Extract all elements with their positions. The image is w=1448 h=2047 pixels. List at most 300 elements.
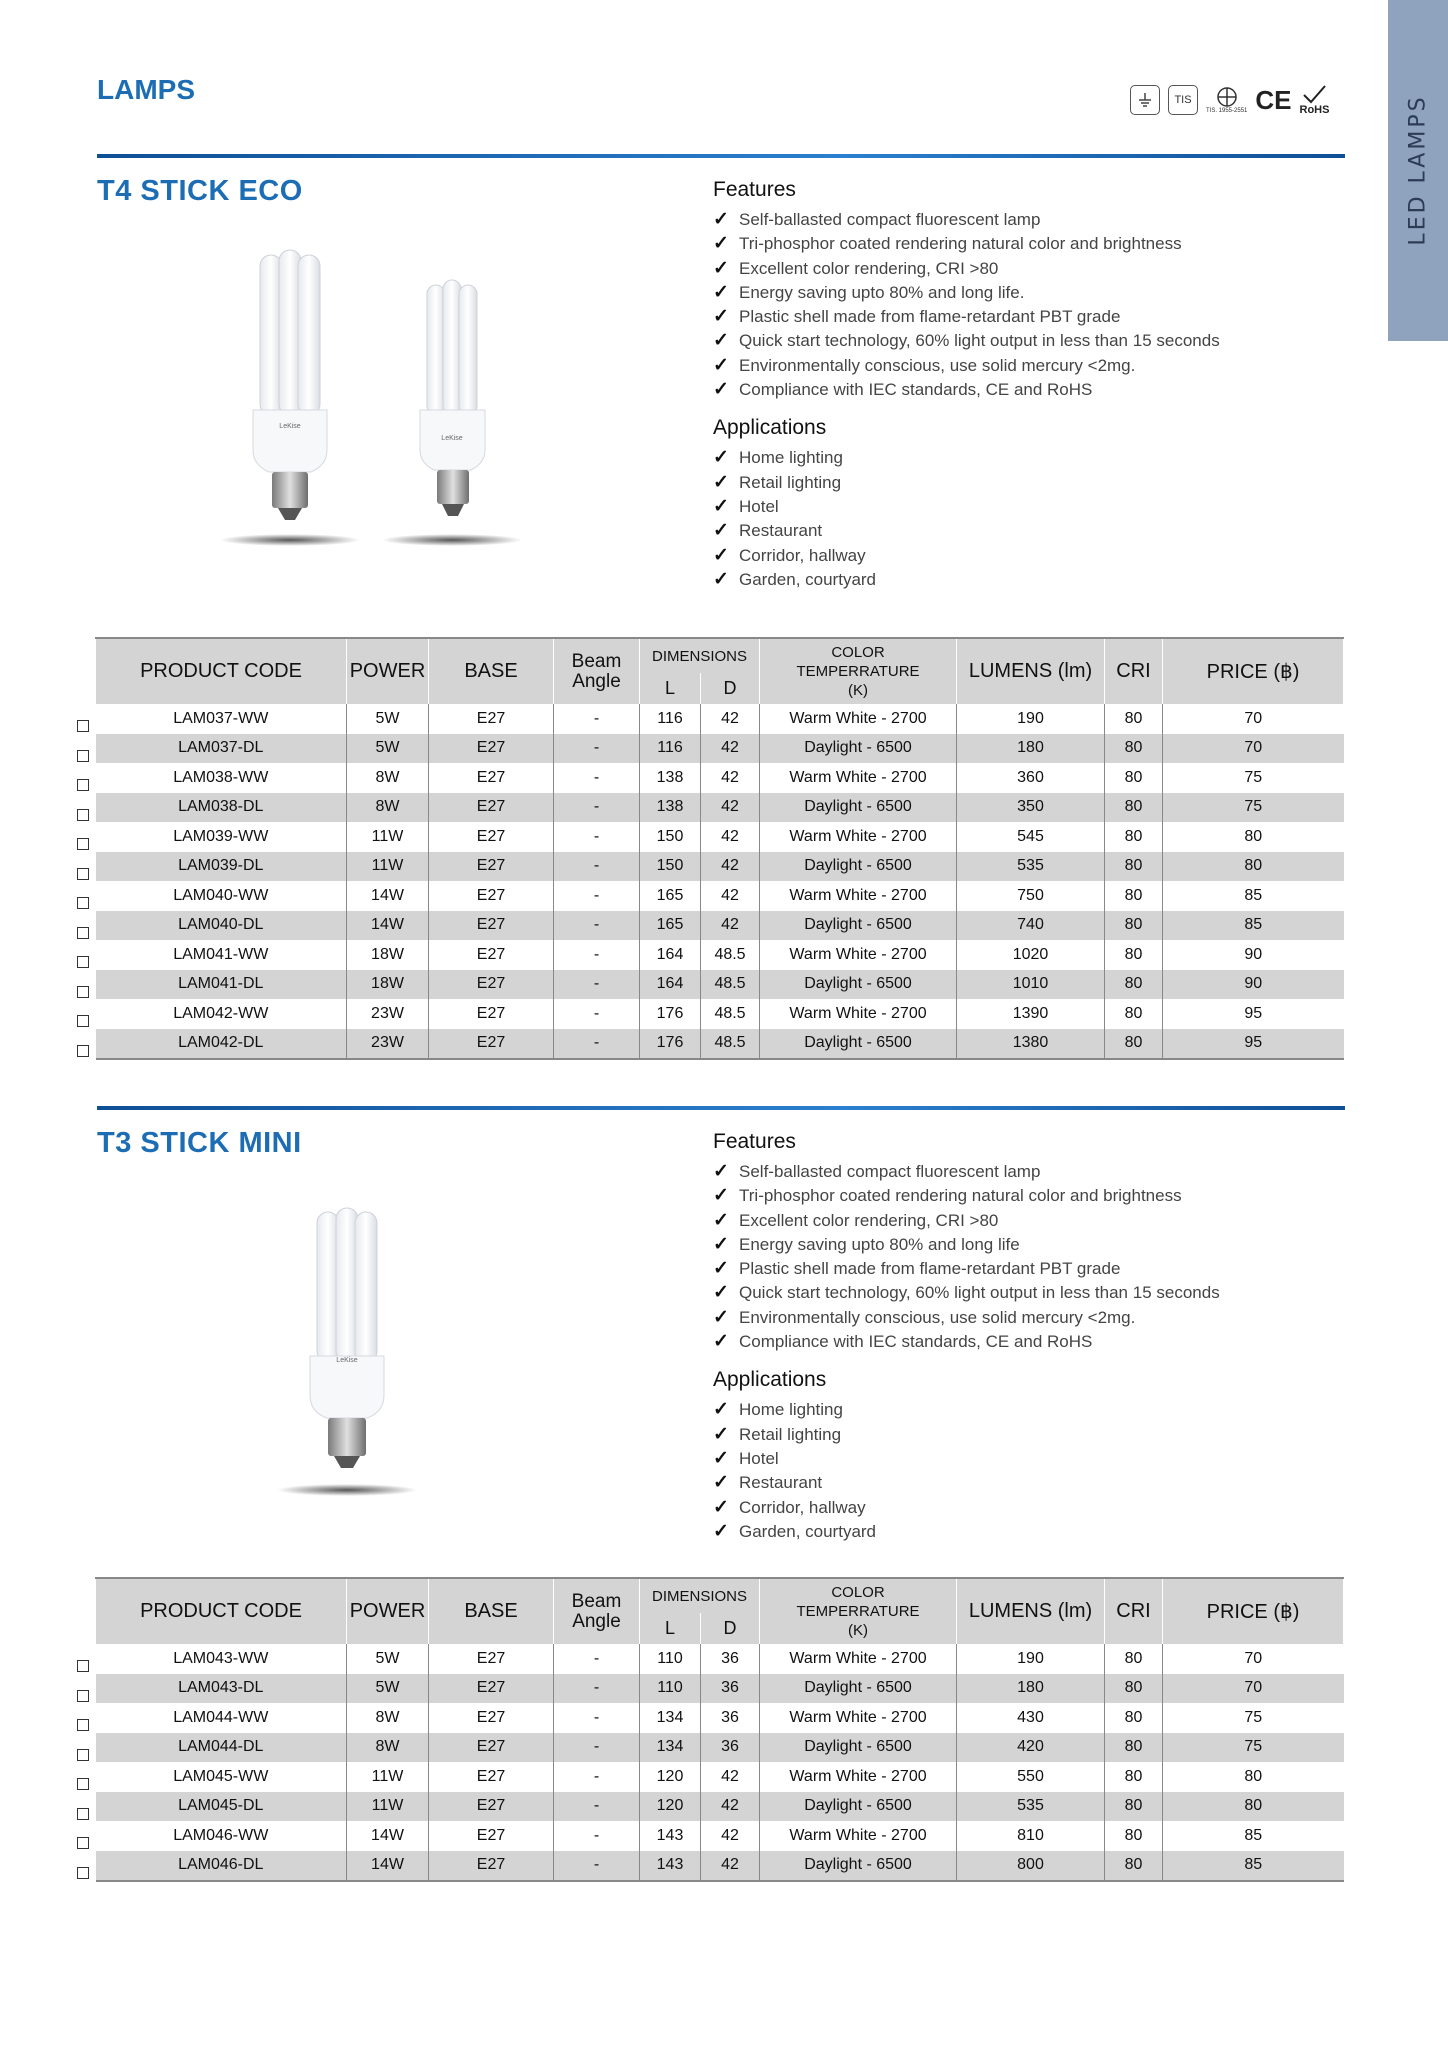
- cell-cri: 80: [1105, 763, 1163, 793]
- col-base: BASE: [429, 638, 554, 704]
- feature-text: Quick start technology, 60% light output in less than 15 seconds: [739, 331, 1220, 351]
- cell-base: E27: [429, 1029, 554, 1060]
- cell-cri: 80: [1105, 1762, 1163, 1792]
- row-checkbox[interactable]: [77, 720, 89, 732]
- application-item: [713, 1520, 1273, 1544]
- cell-base: E27: [429, 1821, 554, 1851]
- feature-text: Plastic shell made from flame-retardant PBT grade: [739, 1259, 1121, 1279]
- table-row: [96, 822, 1344, 852]
- application-text: Restaurant: [739, 1473, 823, 1493]
- cell-price: 75: [1163, 763, 1344, 793]
- table-row: [96, 970, 1344, 1000]
- cell-base: E27: [429, 1851, 554, 1882]
- col-dimensions: DIMENSIONS: [640, 1578, 760, 1613]
- cell-price: 80: [1163, 1792, 1344, 1822]
- cell-power: 8W: [347, 1733, 429, 1763]
- cell-product-code: LAM042-DL: [96, 1029, 347, 1060]
- application-item: [713, 1398, 1273, 1422]
- row-checkbox[interactable]: [77, 1808, 89, 1820]
- table-row: [96, 1733, 1344, 1763]
- row-checkbox[interactable]: [77, 1660, 89, 1672]
- color-line-3: (K): [848, 682, 869, 699]
- feature-text: Tri-phosphor coated rendering natural color and brightness: [739, 234, 1182, 254]
- cell-power: 14W: [347, 911, 429, 941]
- cell-beam-angle: -: [554, 1644, 640, 1674]
- feature-item: [713, 354, 1273, 378]
- cell-power: 14W: [347, 1821, 429, 1851]
- cell-base: E27: [429, 911, 554, 941]
- cell-length: 134: [640, 1703, 701, 1733]
- cell-color-temperature: Warm White - 2700: [760, 881, 957, 911]
- row-checkbox[interactable]: [77, 1719, 89, 1731]
- cell-cri: 80: [1105, 1029, 1163, 1060]
- cell-cri: 80: [1105, 1703, 1163, 1733]
- cell-lumens: 1390: [957, 999, 1105, 1029]
- cell-cri: 80: [1105, 734, 1163, 764]
- cell-base: E27: [429, 1644, 554, 1674]
- checkmark-icon: ✓: [713, 447, 729, 469]
- row-checkbox[interactable]: [77, 1045, 89, 1057]
- cell-color-temperature: Daylight - 6500: [760, 1733, 957, 1763]
- cell-length: 165: [640, 911, 701, 941]
- cell-diameter: 42: [701, 822, 760, 852]
- row-checkbox[interactable]: [77, 1867, 89, 1879]
- feature-item: [713, 1233, 1273, 1257]
- checkmark-icon: ✓: [713, 520, 729, 542]
- cell-color-temperature: Daylight - 6500: [760, 1851, 957, 1882]
- cell-beam-angle: -: [554, 1703, 640, 1733]
- cell-cri: 80: [1105, 852, 1163, 882]
- cell-power: 5W: [347, 1644, 429, 1674]
- lamp-brand-label: LeKise: [279, 423, 301, 430]
- cell-diameter: 42: [701, 793, 760, 823]
- checkmark-icon: ✓: [713, 330, 729, 352]
- row-checkbox[interactable]: [77, 1690, 89, 1702]
- checkmark-icon: ✓: [713, 1161, 729, 1182]
- cell-price: 70: [1163, 734, 1344, 764]
- cell-diameter: 48.5: [701, 970, 760, 1000]
- cell-power: 11W: [347, 1792, 429, 1822]
- cell-power: 8W: [347, 763, 429, 793]
- application-text: Hotel: [739, 1448, 779, 1468]
- row-checkbox[interactable]: [77, 838, 89, 850]
- checkmark-icon: ✓: [713, 495, 729, 517]
- cell-diameter: 48.5: [701, 999, 760, 1029]
- col-color-temp: [760, 638, 957, 704]
- col-lumens: LUMENS (lm): [957, 638, 1105, 704]
- checkmark-icon: ✓: [713, 281, 729, 303]
- col-product-code: PRODUCT CODE: [96, 1578, 347, 1644]
- application-item: [713, 446, 1273, 470]
- row-checkbox[interactable]: [77, 1778, 89, 1790]
- cell-base: E27: [429, 734, 554, 764]
- cell-power: 11W: [347, 822, 429, 852]
- table-row: [96, 1029, 1344, 1060]
- lamp-product-image-t4: [215, 240, 545, 560]
- feature-item: [713, 1330, 1273, 1354]
- application-text: Retail lighting: [739, 472, 842, 492]
- col-dim-l: L: [640, 1613, 701, 1644]
- cell-power: 8W: [347, 793, 429, 823]
- application-item: [713, 544, 1273, 568]
- color-line-2: TEMPERRATURE: [796, 663, 920, 680]
- cell-color-temperature: Daylight - 6500: [760, 1674, 957, 1704]
- cell-lumens: 430: [957, 1703, 1105, 1733]
- cell-cri: 80: [1105, 999, 1163, 1029]
- checkmark-icon: ✓: [713, 379, 729, 401]
- checkmark-icon: ✓: [713, 257, 729, 279]
- col-price: PRICE (฿): [1163, 638, 1344, 704]
- cell-lumens: 800: [957, 1851, 1105, 1882]
- row-checkbox[interactable]: [77, 927, 89, 939]
- cell-cri: 80: [1105, 1821, 1163, 1851]
- table-row: [96, 1703, 1344, 1733]
- cell-length: 116: [640, 734, 701, 764]
- checkmark-icon: ✓: [713, 354, 729, 376]
- checkmark-icon: ✓: [713, 1331, 729, 1353]
- cell-beam-angle: -: [554, 999, 640, 1029]
- cell-lumens: 190: [957, 704, 1105, 734]
- features-heading: Features: [713, 178, 796, 201]
- cell-cri: 80: [1105, 881, 1163, 911]
- cell-color-temperature: Daylight - 6500: [760, 793, 957, 823]
- table-row: [96, 1792, 1344, 1822]
- cell-length: 110: [640, 1644, 701, 1674]
- checkmark-icon: ✓: [713, 1258, 729, 1280]
- cell-product-code: LAM045-WW: [173, 1767, 269, 1785]
- cell-beam-angle: -: [554, 1029, 640, 1060]
- feature-text: Environmentally conscious, use solid mercury <2mg.: [739, 355, 1136, 375]
- cell-lumens: 810: [957, 1821, 1105, 1851]
- table-row: [96, 763, 1344, 793]
- rohs-icon: [1300, 84, 1330, 116]
- cell-price: 95: [1163, 1029, 1344, 1060]
- application-text: Garden, courtyard: [739, 569, 877, 589]
- cell-beam-angle: -: [554, 763, 640, 793]
- section-title-t4: T4 STICK ECO: [97, 175, 303, 207]
- cell-power: 14W: [347, 881, 429, 911]
- table-row: [96, 704, 1344, 734]
- cell-color-temperature: Warm White - 2700: [760, 1703, 957, 1733]
- features-list: [713, 1160, 1273, 1354]
- cell-color-temperature: Daylight - 6500: [760, 1029, 957, 1060]
- cell-cri: 80: [1105, 911, 1163, 941]
- col-power: POWER: [347, 638, 429, 704]
- cell-base: E27: [429, 793, 554, 823]
- row-checkbox[interactable]: [77, 779, 89, 791]
- checkmark-icon: ✓: [713, 1472, 729, 1494]
- cell-power: 11W: [347, 852, 429, 882]
- cell-length: 150: [640, 822, 701, 852]
- checkmark-icon: ✓: [713, 471, 729, 493]
- cell-cri: 80: [1105, 704, 1163, 734]
- cell-product-code: LAM038-WW: [173, 768, 269, 786]
- row-checkbox[interactable]: [77, 956, 89, 968]
- cell-lumens: 360: [957, 763, 1105, 793]
- col-cri: CRI: [1105, 638, 1163, 704]
- cell-base: E27: [429, 1703, 554, 1733]
- cell-color-temperature: Warm White - 2700: [760, 940, 957, 970]
- table-row: [96, 911, 1344, 941]
- feature-text: Quick start technology, 60% light output in less than 15 seconds: [739, 1283, 1220, 1303]
- cell-beam-angle: -: [554, 940, 640, 970]
- cell-product-code: LAM046-WW: [173, 1826, 269, 1844]
- cell-price: 75: [1163, 793, 1344, 823]
- cell-beam-angle: -: [554, 1762, 640, 1792]
- application-item: [713, 495, 1273, 519]
- feature-item: [713, 305, 1273, 329]
- spec-table-t4: [95, 637, 1344, 1060]
- cell-diameter: 48.5: [701, 940, 760, 970]
- cell-length: 143: [640, 1821, 701, 1851]
- color-line-1: COLOR: [831, 1584, 885, 1601]
- checkmark-icon: ✓: [713, 544, 729, 566]
- feature-text: Compliance with IEC standards, CE and RoHS: [739, 1332, 1093, 1352]
- cell-diameter: 42: [701, 1792, 760, 1822]
- cell-color-temperature: Warm White - 2700: [760, 1762, 957, 1792]
- cell-price: 70: [1163, 1674, 1344, 1704]
- row-checkbox[interactable]: [77, 750, 89, 762]
- beam-line-1: Beam: [571, 1590, 622, 1612]
- col-product-code: PRODUCT CODE: [96, 638, 347, 704]
- checkmark-icon: ✓: [713, 1185, 729, 1207]
- cell-base: E27: [429, 881, 554, 911]
- cell-lumens: 350: [957, 793, 1105, 823]
- cell-base: E27: [429, 852, 554, 882]
- lamp-product-image-t3: [270, 1200, 430, 1510]
- cell-price: 90: [1163, 970, 1344, 1000]
- section-divider: [97, 1106, 1345, 1110]
- section-title-t3: T3 STICK MINI: [97, 1127, 302, 1159]
- cell-lumens: 535: [957, 1792, 1105, 1822]
- cell-beam-angle: -: [554, 1674, 640, 1704]
- cell-diameter: 36: [701, 1674, 760, 1704]
- cell-length: 176: [640, 1029, 701, 1060]
- cell-product-code: LAM044-DL: [96, 1733, 347, 1763]
- cell-product-code: LAM037-WW: [173, 709, 269, 727]
- col-dim-d: D: [701, 673, 760, 704]
- feature-item: [713, 1160, 1273, 1184]
- certification-icons: [1130, 82, 1329, 118]
- table-row: [96, 734, 1344, 764]
- checkmark-icon: ✓: [713, 568, 729, 590]
- col-cri: CRI: [1105, 1578, 1163, 1644]
- application-text: Restaurant: [739, 521, 823, 541]
- cell-color-temperature: Warm White - 2700: [760, 704, 957, 734]
- application-text: Retail lighting: [739, 1424, 842, 1444]
- col-beam-angle: [554, 1578, 640, 1644]
- cell-base: E27: [429, 1792, 554, 1822]
- feature-item: [713, 257, 1273, 281]
- row-checkbox[interactable]: [77, 986, 89, 998]
- cell-product-code: LAM043-DL: [96, 1674, 347, 1704]
- checkmark-icon: ✓: [713, 1209, 729, 1231]
- color-line-1: COLOR: [831, 644, 885, 661]
- cell-diameter: 42: [701, 1821, 760, 1851]
- beam-line-1: Beam: [571, 650, 622, 672]
- cell-base: E27: [429, 1762, 554, 1792]
- feature-text: Compliance with IEC standards, CE and RoHS: [739, 380, 1093, 400]
- row-checkbox[interactable]: [77, 1749, 89, 1761]
- cell-power: 11W: [347, 1762, 429, 1792]
- cell-color-temperature: Daylight - 6500: [760, 970, 957, 1000]
- cell-beam-angle: -: [554, 881, 640, 911]
- row-checkbox[interactable]: [77, 1837, 89, 1849]
- tis-standard-label: TIS. 1955-2551: [1206, 108, 1248, 114]
- feature-item: [713, 1306, 1273, 1330]
- tis-standard-icon: [1206, 86, 1247, 114]
- application-item: [713, 1447, 1273, 1471]
- features-block-t4: [713, 178, 1273, 606]
- col-price: PRICE (฿): [1163, 1578, 1344, 1644]
- cell-product-code: LAM037-DL: [96, 734, 347, 764]
- table-row: [96, 1674, 1344, 1704]
- table-row: [96, 1821, 1344, 1851]
- application-text: Hotel: [739, 496, 779, 516]
- cell-lumens: 545: [957, 822, 1105, 852]
- feature-text: Plastic shell made from flame-retardant PBT grade: [739, 307, 1121, 327]
- cell-beam-angle: -: [554, 911, 640, 941]
- cell-length: 120: [640, 1762, 701, 1792]
- cell-diameter: 42: [701, 1762, 760, 1792]
- checkmark-icon: ✓: [713, 233, 729, 255]
- feature-item: [713, 1209, 1273, 1233]
- cell-lumens: 180: [957, 734, 1105, 764]
- table-row: [96, 793, 1344, 823]
- col-beam-angle: [554, 638, 640, 704]
- beam-line-2: Angle: [572, 670, 621, 692]
- cell-product-code: LAM045-DL: [96, 1792, 347, 1822]
- cell-product-code: LAM040-WW: [173, 886, 269, 904]
- cell-beam-angle: -: [554, 1851, 640, 1882]
- cell-diameter: 42: [701, 852, 760, 882]
- row-checkbox[interactable]: [77, 809, 89, 821]
- page-title: LAMPS: [97, 74, 195, 105]
- cell-diameter: 48.5: [701, 1029, 760, 1060]
- feature-text: Tri-phosphor coated rendering natural color and brightness: [739, 1186, 1182, 1206]
- cell-power: 5W: [347, 734, 429, 764]
- ce-mark-icon: CE: [1255, 84, 1292, 115]
- cell-price: 80: [1163, 852, 1344, 882]
- checkmark-icon: ✓: [713, 1282, 729, 1304]
- cell-cri: 80: [1105, 1644, 1163, 1674]
- cell-lumens: 190: [957, 1644, 1105, 1674]
- checkmark-icon: ✓: [713, 1306, 729, 1328]
- application-text: Corridor, hallway: [739, 545, 866, 565]
- cell-base: E27: [429, 1733, 554, 1763]
- cell-diameter: 36: [701, 1644, 760, 1674]
- rohs-label: RoHS: [1299, 104, 1330, 116]
- table-row: [96, 852, 1344, 882]
- checkmark-icon: ✓: [713, 209, 729, 230]
- cell-price: 85: [1163, 881, 1344, 911]
- cell-price: 80: [1163, 1762, 1344, 1792]
- side-tab-label: LED LAMPS: [1405, 94, 1431, 246]
- checkmark-icon: ✓: [713, 306, 729, 328]
- cell-product-code: LAM039-DL: [96, 852, 347, 882]
- row-checkbox[interactable]: [77, 1015, 89, 1027]
- cell-power: 5W: [347, 1674, 429, 1704]
- cell-price: 80: [1163, 822, 1344, 852]
- cell-length: 116: [640, 704, 701, 734]
- features-list: [713, 208, 1273, 402]
- cell-beam-angle: -: [554, 1733, 640, 1763]
- application-text: Home lighting: [739, 448, 843, 468]
- cell-color-temperature: Warm White - 2700: [760, 999, 957, 1029]
- cell-power: 8W: [347, 1703, 429, 1733]
- cell-power: 23W: [347, 1029, 429, 1060]
- cell-beam-angle: -: [554, 1792, 640, 1822]
- col-dim-d: D: [701, 1613, 760, 1644]
- cell-lumens: 420: [957, 1733, 1105, 1763]
- table-row: [96, 940, 1344, 970]
- cell-cri: 80: [1105, 822, 1163, 852]
- cell-beam-angle: -: [554, 852, 640, 882]
- cell-base: E27: [429, 999, 554, 1029]
- cell-base: E27: [429, 704, 554, 734]
- spec-table-t3: [95, 1577, 1344, 1882]
- cell-product-code: LAM041-DL: [96, 970, 347, 1000]
- feature-text: Environmentally conscious, use solid mercury <2mg.: [739, 1307, 1136, 1327]
- cell-lumens: 1380: [957, 1029, 1105, 1060]
- feature-item: [713, 232, 1273, 256]
- cell-color-temperature: Daylight - 6500: [760, 852, 957, 882]
- side-tab: [1388, 0, 1448, 341]
- application-item: [713, 519, 1273, 543]
- col-dimensions: DIMENSIONS: [640, 638, 760, 673]
- applications-heading: Applications: [713, 416, 827, 440]
- application-text: Home lighting: [739, 1400, 843, 1420]
- table-row: [96, 1851, 1344, 1882]
- row-checkbox[interactable]: [77, 897, 89, 909]
- feature-item: [713, 1184, 1273, 1208]
- cell-length: 176: [640, 999, 701, 1029]
- feature-text: Excellent color rendering, CRI >80: [739, 258, 999, 278]
- cell-base: E27: [429, 940, 554, 970]
- table-row: [96, 1644, 1344, 1674]
- lamp-brand-label: LeKise: [441, 435, 463, 442]
- application-item: [713, 1496, 1273, 1520]
- col-base: BASE: [429, 1578, 554, 1644]
- applications-list: [713, 446, 1273, 592]
- section-divider: [97, 154, 1345, 158]
- feature-text: Energy saving upto 80% and long life: [739, 1234, 1020, 1254]
- application-item: [713, 568, 1273, 592]
- feature-item: [713, 1281, 1273, 1305]
- cell-cri: 80: [1105, 1792, 1163, 1822]
- cell-diameter: 36: [701, 1703, 760, 1733]
- cell-product-code: LAM039-WW: [173, 827, 269, 845]
- cell-price: 85: [1163, 911, 1344, 941]
- cell-product-code: LAM038-DL: [96, 793, 347, 823]
- cell-price: 85: [1163, 1851, 1344, 1882]
- cell-color-temperature: Warm White - 2700: [760, 1821, 957, 1851]
- row-checkbox[interactable]: [77, 868, 89, 880]
- cell-lumens: 740: [957, 911, 1105, 941]
- cell-beam-angle: -: [554, 734, 640, 764]
- cell-power: 18W: [347, 940, 429, 970]
- cell-length: 110: [640, 1674, 701, 1704]
- table-row: [96, 999, 1344, 1029]
- feature-item: [713, 208, 1273, 232]
- cell-beam-angle: -: [554, 793, 640, 823]
- col-dim-l: L: [640, 673, 701, 704]
- cell-power: 5W: [347, 704, 429, 734]
- cell-base: E27: [429, 970, 554, 1000]
- cell-length: 120: [640, 1792, 701, 1822]
- ground-symbol-icon: [1130, 85, 1160, 115]
- col-color-temp: [760, 1578, 957, 1644]
